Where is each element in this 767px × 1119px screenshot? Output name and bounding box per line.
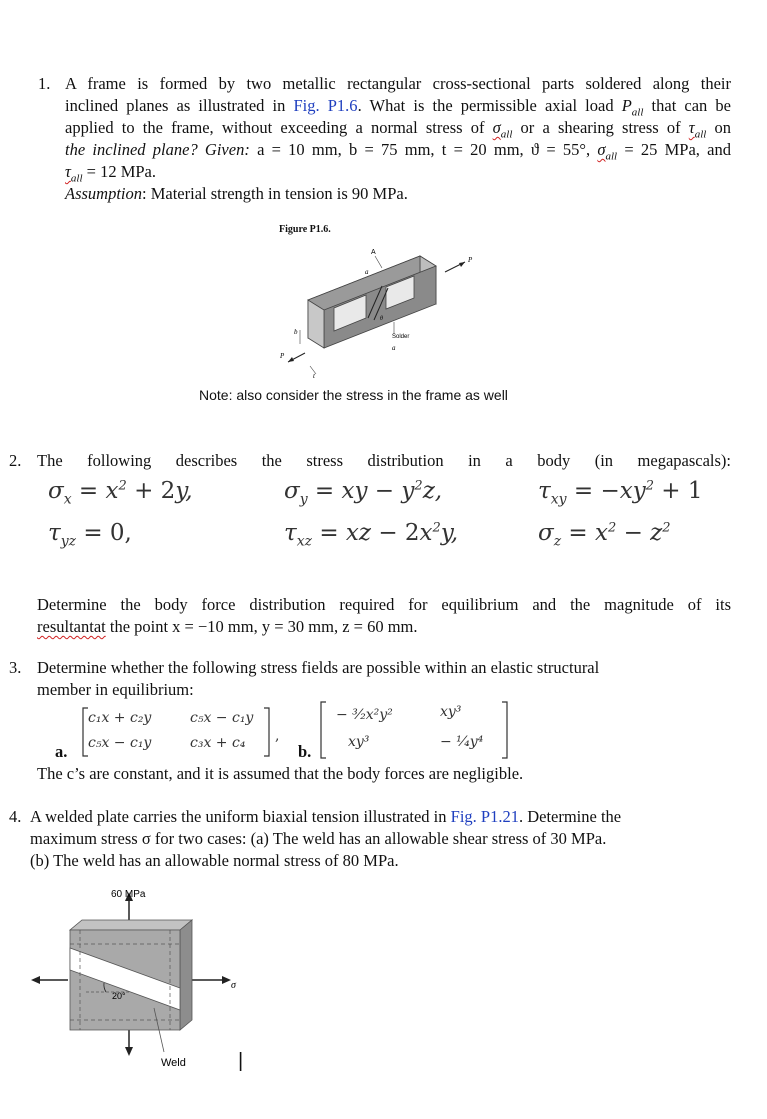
fig-p1-6-link[interactable]: Fig. P1.6	[293, 96, 358, 115]
sigma-all-symbol: σ	[492, 118, 501, 137]
fig-label-a2: a	[392, 344, 396, 352]
figure-p1-6-frame	[270, 238, 500, 388]
problem-2-line-1: Determine the body force distribution required for equilibrium and the magnitude of its	[37, 595, 731, 614]
fig-label-A: A	[371, 249, 376, 256]
p-all-symbol: P	[621, 96, 632, 115]
problem-3-line-3: The c’s are constant, and it is assumed that the body forces are negligible.	[37, 764, 524, 783]
p1-l3-text3: on	[706, 118, 731, 137]
fig-label-t: t	[313, 372, 315, 380]
sigma-all-symbol-2: σ	[597, 140, 606, 159]
label-b: b.	[298, 742, 312, 761]
p1-l5-end: = 12 MPa.	[82, 162, 157, 181]
plate-top-face	[70, 920, 192, 930]
p1-l2-text3: that can be	[643, 96, 732, 115]
p4-l1-text2: . Determine the	[518, 807, 622, 826]
fig-label-weld: Weld	[161, 1057, 186, 1069]
p-all-subscript: all	[631, 106, 644, 119]
fig-label-sigma: σ	[231, 980, 236, 991]
matrix-b-11: − ³⁄₂x²y²	[336, 707, 393, 723]
problem-2-number: 2.	[9, 451, 22, 470]
sigma-all-subscript-2: all	[605, 150, 618, 163]
matrix-comma: ,	[275, 728, 280, 744]
problem-1-line-1: A frame is formed by two metallic rectangular cross-sectional parts soldered along their	[65, 74, 731, 93]
problem-4-number: 4.	[9, 807, 22, 826]
problem-4-line-1	[30, 806, 621, 828]
matrix-b-21: xy³	[348, 734, 370, 750]
fig-label-theta: θ	[380, 316, 383, 322]
problem-4-line-2: maximum stress σ for two cases: (a) The weld has an allowable shear stress of 30 MPa.	[30, 829, 607, 848]
tau-all-subscript: all	[694, 128, 707, 141]
problem-1-note: Note: also consider the stress in the frame as well	[199, 387, 508, 403]
tau-all-subscript-2: all	[70, 172, 83, 185]
fig-label-60mpa: 60 MPa	[111, 889, 146, 900]
sigma-all-subscript: all	[500, 128, 513, 141]
problem-3-line-1: Determine whether the following stress fields are possible within an elastic structural	[37, 658, 600, 677]
problem-4-line-3: (b) The weld has an allowable normal stress of 80 MPa.	[30, 851, 399, 870]
fig-label-a: a	[365, 268, 369, 276]
tau-all-symbol: τ	[688, 118, 695, 137]
eq-sigma-y: $\sigma_y$ = xy − $y^2z$,	[284, 478, 443, 508]
text-cursor: |	[238, 1050, 244, 1072]
p4-l1-text: A welded plate carries the uniform biaxial tension illustrated in	[30, 807, 451, 826]
matrix-a-21: c₅x − c₁y	[88, 735, 152, 751]
tau-all-symbol-2: τ	[65, 162, 71, 181]
fig-label-20deg: 20°	[112, 991, 126, 1001]
assumption-text: : Material strength in tension is 90 MPa.	[142, 184, 408, 203]
assumption-label: Assumption	[65, 184, 143, 203]
problem-2-intro: The following describes the stress distribution in a body (in megapascals):	[37, 451, 731, 470]
figure-p1-6-title: Figure P1.6.	[279, 224, 331, 235]
eq-sigma-z: $\sigma_z = x^2 - z^2$	[538, 520, 671, 550]
eq-sigma-x: $\sigma_x = x^2 + 2y$,	[48, 478, 193, 508]
matrix-a-11: c₁x + c₂y	[88, 710, 152, 726]
matrix-a-22: c₃x + c₄	[190, 735, 246, 751]
eq-tau-yz: $\tau_{yz} = 0$,	[48, 520, 132, 550]
label-a: a.	[55, 742, 68, 761]
eq-tau-xy: $\tau_{xy} = -xy^2 + 1$	[538, 478, 703, 508]
fig-label-solder: Solder	[392, 334, 410, 340]
fig-label-P-right: P	[468, 256, 473, 264]
problem-3-number: 3.	[9, 658, 22, 677]
problem-3-line-2: member in equilibrium:	[37, 680, 194, 699]
p2-l2-rest: the point x = −10 mm, y = 30 mm, z = 60 mm.	[105, 617, 418, 636]
p1-l2-text2: . What is the permissible axial load	[357, 96, 622, 115]
p1-l3-text: applied to the frame, without exceeding a normal stress of	[65, 118, 493, 137]
p1-l2-text: inclined planes as illustrated in	[65, 96, 294, 115]
figure-p1-21-plate	[20, 880, 260, 1075]
eq-tau-xz: $\tau_{xz}$ = xz − $2x^2y$,	[284, 520, 459, 550]
problem-1-assumption	[65, 183, 408, 205]
plate-right-face	[180, 920, 192, 1030]
p1-l3-text2: or a shearing stress of	[512, 118, 689, 137]
p1-given-values: a = 10 mm, b = 75 mm, t = 20 mm, ϑ = 55°,	[249, 140, 598, 159]
problem-1-line-4	[65, 139, 731, 167]
resultantat-word: resultantat	[37, 617, 106, 636]
matrix-a-12: c₅x − c₁y	[190, 710, 254, 726]
problem-2-line-2	[37, 616, 418, 638]
problem-1-number: 1.	[38, 74, 51, 93]
fig-label-P-left: P	[280, 352, 285, 360]
fig-p1-21-link[interactable]: Fig. P1.21	[450, 807, 519, 826]
fig-label-b: b	[294, 328, 298, 336]
matrix-b-22: − ¹⁄₄y⁴	[440, 734, 484, 750]
matrix-b-12: xy³	[440, 704, 462, 720]
p1-l4-end: = 25 MPa, and	[617, 140, 731, 159]
p1-given: the inclined plane? Given:	[65, 140, 250, 159]
